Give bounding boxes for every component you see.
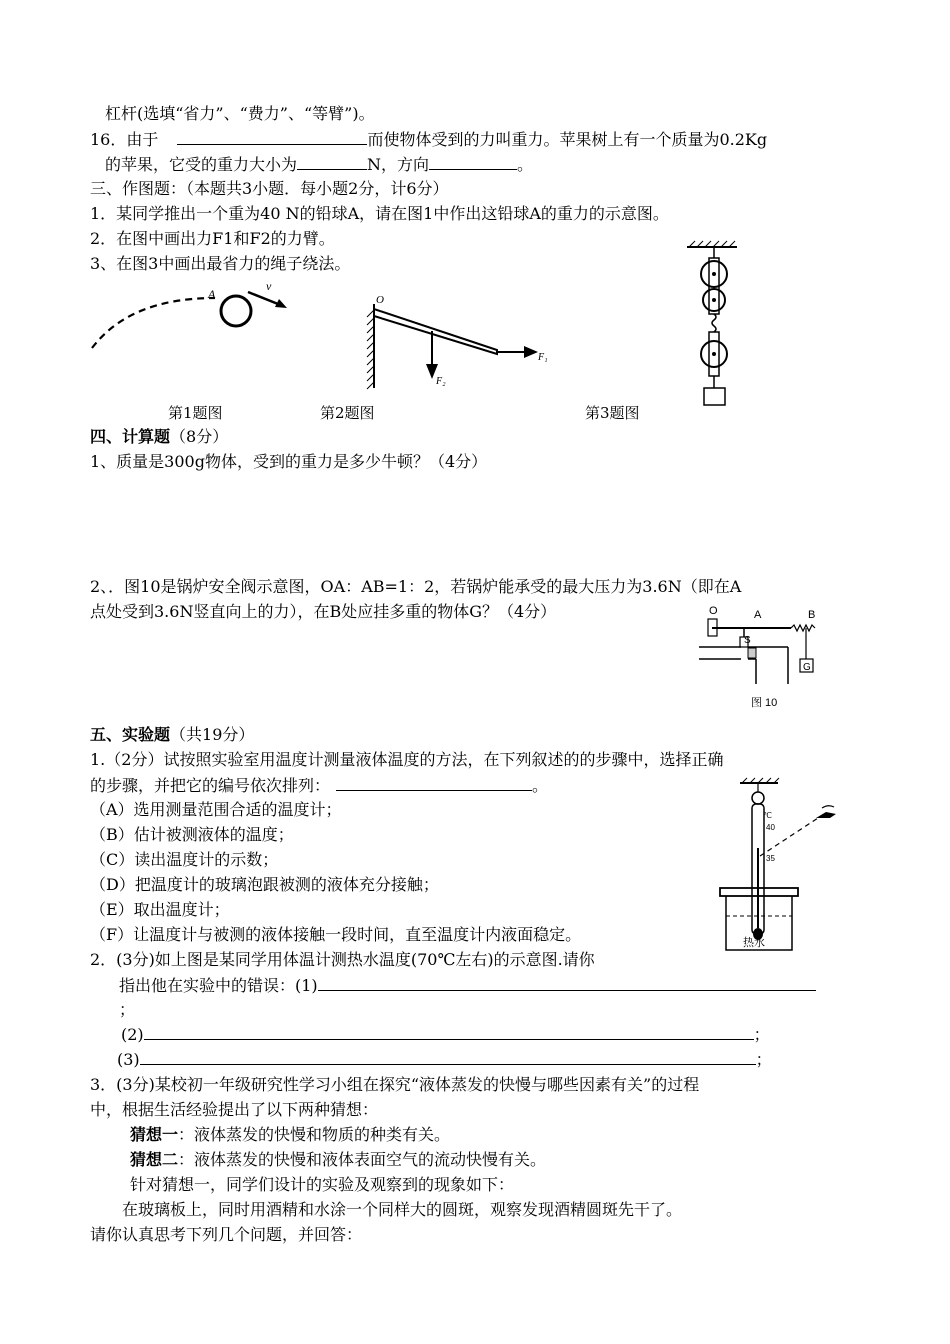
s4-question-2-line2: 点处受到3.6N竖直向上的力），在B处应挂多重的物体G？（4分） (90, 602, 557, 621)
s5-question-1-line2 (90, 775, 548, 796)
experiment-observation: 在玻璃板上，同时用酒精和水涂一个同样大的圆斑，观察发现酒精圆斑先干了。 (122, 1200, 683, 1219)
hypothesis-1 (130, 1125, 450, 1145)
hypothesis-2 (130, 1150, 546, 1170)
step-a: （A）选用测量范围合适的温度计； (90, 800, 342, 819)
error-3-blank[interactable] (140, 1049, 756, 1065)
q1-order-end: 。 (532, 776, 549, 795)
label-o: O (709, 605, 718, 617)
figure-thermometer-hot-water (718, 778, 848, 956)
q16-blank-direction[interactable] (429, 154, 517, 170)
q16-blank-weight[interactable] (297, 154, 367, 170)
step-e: （E）取出温度计； (90, 900, 230, 919)
error-2-label: (2) (121, 1025, 144, 1044)
label-b: B (808, 609, 816, 621)
s3-question-2: 2．在图中画出力F1和F2的力臂。 (90, 229, 335, 248)
section-5-title-line (90, 725, 254, 745)
step-c: （C）读出温度计的示数； (90, 850, 279, 869)
s5-question-2-line1: 2．(3分)如上图是某同学用体温计测热水温度(70℃左右)的示意图.请你 (90, 950, 595, 969)
step-f: （F）让温度计与被测的液体接触一段时间，直至温度计内液面稳定。 (90, 925, 582, 944)
label-s: S (744, 635, 751, 646)
tick-40: 40 (766, 823, 775, 832)
q2-error-prompt: 指出他在实验中的错误：(1) (119, 976, 318, 995)
q16-direction-label: N，方向 (367, 155, 430, 174)
s4-question-1: 1、质量是300g物体，受到的重力是多少牛顿？（4分） (90, 452, 488, 471)
answer-prompt: 请你认真思考下列几个问题，并回答： (90, 1225, 363, 1244)
experiment-intro: 针对猜想一，同学们设计的实验及观察到的现象如下： (130, 1175, 515, 1194)
label-v: v (266, 279, 272, 293)
error-2-blank[interactable] (144, 1024, 754, 1040)
f1-arrowhead (524, 346, 538, 358)
section-4-score: （8分） (170, 427, 229, 446)
s3-question-3: 3、在图3中画出最省力的绳子绕法。 (90, 254, 351, 273)
error-3-label: (3) (117, 1050, 140, 1069)
s4-question-2-line1: 2、．图10是锅炉安全阀示意图，OA：AB=1：2，若锅炉能承受的最大压力为3.6N（即在A (90, 577, 742, 596)
s5-question-3-line1: 3．(3分)某校初一年级研究性学习小组在探究“液体蒸发的快慢与哪些因素有关”的过程 (90, 1075, 700, 1094)
wall-hatching (367, 310, 374, 389)
figure-3-pulley-system (685, 238, 745, 410)
s5-question-2-line2 (119, 975, 816, 996)
figure-1-shotput (90, 280, 300, 370)
unit-label: ℃ (763, 811, 772, 820)
label-a: A (208, 287, 216, 301)
label-f2: F₂ (436, 376, 446, 387)
caption-fig3: 第3题图 (585, 404, 640, 422)
hypothesis-1-text: ：液体蒸发的快慢和物质的种类有关。 (178, 1125, 451, 1144)
label-g: G (803, 662, 811, 673)
figure-2-lever (360, 288, 560, 393)
error-3-line (117, 1049, 772, 1070)
s5-question-1-line1: 1.（2分）试按照实验室用温度计测量液体温度的方法，在下列叙述的的步骤中，选择正确 (90, 750, 724, 769)
load-block (704, 388, 725, 405)
label-f1: F₁ (538, 352, 548, 363)
q16-blank-1[interactable] (177, 129, 367, 145)
s3-question-1: 1．某同学推出一个重为40 N的铅球A，请在图1中作出这铅球A的重力的示意图。 (90, 204, 669, 223)
q16-prefix: 16．由于 (90, 130, 159, 149)
question-16-line2 (105, 154, 533, 175)
section-5-title: 五、实验题 (90, 725, 171, 744)
line-lever-choice: 杠杆(选填“省力”、“费力”、“等臂”)。 (105, 104, 375, 123)
velocity-arrowhead (275, 299, 287, 308)
q1-order-prompt: 的步骤，并把它的编号依次排列： (90, 776, 331, 795)
thermometer-ring (752, 792, 764, 804)
caption-fig1: 第1题图 (168, 404, 223, 422)
hypothesis-1-label: 猜想一 (130, 1125, 179, 1144)
tick-35: 35 (766, 854, 775, 863)
lever-bar (374, 309, 497, 354)
error-1-blank[interactable] (318, 975, 816, 991)
section-3-title: 三、作图题：（本题共3小题．每小题2分，计6分） (90, 179, 449, 198)
question-16-line1 (90, 129, 767, 150)
hypothesis-2-text: ：液体蒸发的快慢和液体表面空气的流动快慢有关。 (178, 1150, 547, 1169)
q16-weight-label: 的苹果，它受的重力大小为 (105, 155, 298, 174)
hook (712, 314, 716, 332)
water-label: 热水 (743, 936, 765, 949)
section-5-score: （共19分） (170, 725, 255, 744)
semicolon-2: ； (753, 1025, 770, 1044)
ball-a (221, 296, 251, 326)
s5-question-3-line2: 中，根据生活经验提出了以下两种猜想： (90, 1100, 379, 1119)
section-4-title-line (90, 427, 228, 447)
caption-fig2: 第2题图 (320, 404, 375, 422)
hypothesis-2-label: 猜想二 (130, 1150, 179, 1169)
section-4-title: 四、计算题 (90, 427, 171, 446)
semicolon-3: ； (755, 1050, 772, 1069)
label-a: A (754, 609, 762, 621)
q16-end: 。 (517, 155, 534, 174)
figure-10-safety-valve (696, 604, 831, 710)
step-d: （D）把温度计的玻璃泡跟被测的液体充分接触； (90, 875, 439, 894)
caption-fig10: 图 10 (751, 697, 778, 709)
step-b: （B）估计被测液体的温度； (90, 825, 294, 844)
error-2-line (121, 1024, 770, 1045)
lever-end-coil (791, 625, 815, 631)
semicolon-1: ； (119, 1000, 136, 1019)
label-o: O (376, 294, 384, 306)
trajectory-dashed (92, 298, 215, 348)
q1-order-blank[interactable] (336, 775, 532, 791)
eye-icon (816, 812, 836, 818)
q16-text: 而使物体受到的力叫重力。苹果树上有一个质量为0.2Kg (367, 130, 768, 149)
valve-seat-hatched (748, 648, 756, 658)
